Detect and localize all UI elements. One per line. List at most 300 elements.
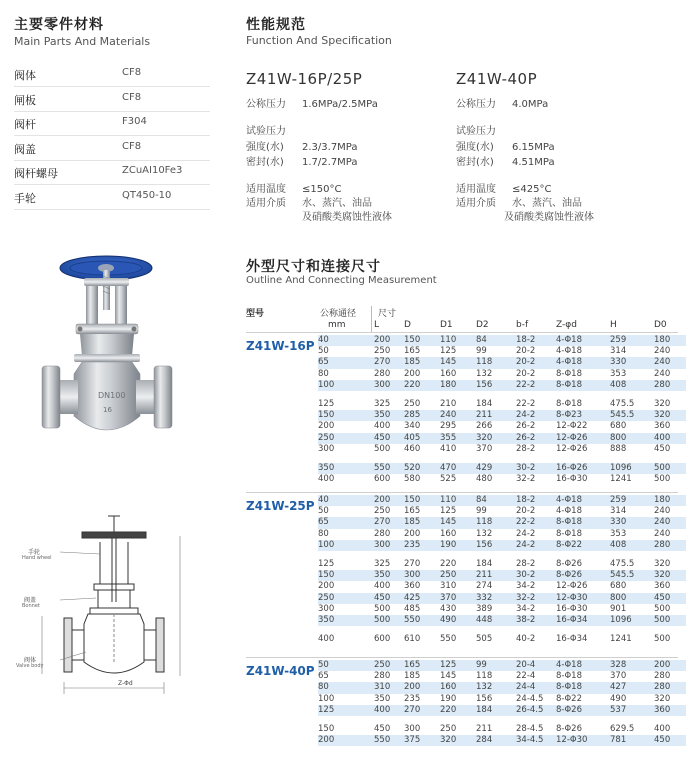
head-size: 尺寸: [378, 309, 397, 319]
table-cell: 24-2: [516, 528, 536, 539]
table-cell: 8-Φ22: [556, 540, 610, 551]
table-cell: 480: [476, 474, 493, 485]
material-spec: F304: [122, 116, 147, 127]
material-part-name: 闸板: [14, 93, 36, 107]
material-part-name: 阀体: [14, 69, 36, 82]
table-cell: 545.5: [610, 570, 654, 581]
spec-pressure-label: 公称压力: [246, 99, 286, 110]
table-row: [318, 735, 686, 746]
group-divider: [246, 657, 678, 658]
table-cell: 160: [440, 682, 476, 693]
dimension-table-group: [318, 660, 686, 746]
spec-test-label: 试验压力: [246, 126, 286, 137]
table-cell: 32-2: [516, 474, 536, 485]
table-row: [318, 463, 686, 474]
table-cell: 84: [476, 335, 516, 346]
table-cell: 500: [374, 615, 404, 626]
table-cell: 310: [374, 682, 404, 693]
head-mm: mm: [328, 320, 346, 330]
table-cell: 240: [654, 506, 671, 517]
table-cell: 430: [440, 603, 457, 614]
table-cell: 500: [654, 474, 671, 485]
table-cell: 450: [374, 433, 404, 444]
table-cell: 150: [318, 410, 374, 421]
spec-temp-value: ≤425°C: [512, 184, 552, 195]
table-cell: 28-4.5: [516, 724, 544, 735]
table-cell: 220: [404, 380, 440, 391]
table-cell: 12-Φ26: [556, 433, 610, 444]
table-row: [318, 346, 686, 357]
spec-pressure-value: 1.6MPa/2.5MPa: [302, 99, 378, 110]
table-row: [318, 506, 686, 517]
table-row: [318, 615, 686, 626]
spec-strength-value: 2.3/3.7MPa: [302, 142, 358, 153]
table-cell: 328: [610, 660, 654, 671]
table-cell: 185: [404, 357, 440, 368]
table-cell: 110: [440, 335, 476, 346]
table-cell: 132: [476, 682, 516, 693]
table-cell: 22-4: [516, 671, 536, 682]
materials-title-cn: 主要零件材料: [14, 17, 104, 33]
table-cell: 125: [440, 346, 457, 357]
material-part-name: 阀杆螺母: [14, 167, 58, 180]
table-cell: 18-2: [516, 335, 556, 346]
table-cell: 4-Φ18: [556, 346, 582, 357]
table-cell: 8-Φ18: [556, 517, 610, 528]
spec-seal-value: 1.7/2.7MPa: [302, 157, 358, 168]
table-cell: 320: [654, 693, 671, 704]
table-cell: 145: [440, 671, 457, 682]
table-cell: 375: [404, 735, 440, 746]
table-cell: 300: [374, 380, 404, 391]
table-cell: 22-2: [516, 380, 556, 391]
table-cell: 240: [654, 517, 686, 528]
spec-medium-label: 适用介质: [456, 198, 496, 209]
table-cell: 16-Φ34: [556, 615, 610, 626]
table-row: [318, 410, 686, 421]
table-cell: 180: [440, 380, 476, 391]
table-cell: 332: [476, 593, 516, 604]
table-row: [318, 474, 686, 485]
table-cell: 65: [318, 357, 374, 368]
table-cell: 240: [654, 357, 686, 368]
table-cell: 350: [318, 615, 374, 626]
function-title-en: Function And Specification: [246, 34, 392, 47]
table-cell: 132: [476, 368, 493, 379]
table-cell: 353: [610, 528, 627, 539]
table-cell: 295: [440, 421, 457, 432]
spec-model-name: Z41W-40P: [456, 70, 538, 88]
table-cell: 320: [654, 399, 671, 410]
table-row: [318, 671, 686, 682]
table-row: [318, 380, 686, 391]
table-cell: 360: [404, 581, 421, 592]
material-part-name: 阀盖: [14, 142, 36, 156]
group-model-label: Z41W-16P: [246, 339, 315, 353]
material-spec: CF8: [122, 140, 142, 152]
table-cell: 235: [404, 540, 440, 551]
table-cell: 40-2: [516, 634, 536, 645]
table-cell: 520: [404, 463, 440, 474]
table-cell: 8-Φ18: [556, 671, 582, 682]
table-cell: 250: [374, 346, 391, 357]
table-cell: 4-Φ18: [556, 357, 610, 368]
table-cell: 184: [476, 705, 516, 716]
table-cell: 100: [318, 693, 335, 704]
valve-drawing: [30, 512, 195, 702]
table-cell: 160: [440, 368, 457, 379]
table-cell: 680: [610, 421, 627, 432]
table-cell: 20-4: [516, 660, 556, 671]
table-cell: 350: [374, 570, 404, 581]
table-cell: 211: [476, 570, 516, 581]
table-row: [318, 433, 686, 444]
table-cell: 26-2: [516, 433, 556, 444]
spec-model-name: Z41W-16P/25P: [246, 70, 363, 88]
table-cell: 320: [654, 559, 671, 570]
table-cell: 12-Φ26: [556, 443, 588, 454]
table-cell: 325: [374, 559, 391, 570]
table-row: [318, 705, 686, 716]
table-cell: 270: [374, 357, 404, 368]
table-cell: 110: [440, 495, 476, 506]
table-cell: 405: [404, 433, 440, 444]
label-bonnet-cn: 阀盖: [24, 597, 37, 604]
table-row: [318, 335, 686, 346]
table-cell: 200: [318, 421, 335, 432]
table-row: [318, 694, 686, 705]
table-cell: 274: [476, 581, 493, 592]
spec-temp-label: 适用温度: [246, 184, 286, 195]
table-cell: 185: [404, 517, 440, 528]
table-row: [318, 495, 686, 506]
table-cell: 50: [318, 346, 329, 357]
material-part-name: 手轮: [14, 191, 36, 205]
table-row: [318, 559, 686, 570]
table-cell: 266: [476, 421, 493, 432]
table-cell: 429: [476, 463, 516, 474]
table-row: [318, 604, 686, 615]
table-row: [318, 529, 686, 540]
table-cell: 165: [404, 660, 440, 671]
table-cell: 427: [610, 682, 654, 693]
table-cell: 4-Φ18: [556, 506, 582, 517]
valve-photo: [40, 248, 210, 458]
spec-strength-label: 强度(水): [456, 142, 494, 153]
table-cell: 280: [654, 540, 686, 551]
table-cell: 280: [654, 671, 671, 682]
table-cell: 190: [440, 540, 476, 551]
table-cell: 80: [318, 682, 374, 693]
label-handwheel-en: Hand wheel: [22, 555, 52, 561]
table-cell: 259: [610, 495, 654, 506]
label-body-en: Valve body: [16, 663, 44, 669]
table-cell: 125: [440, 660, 476, 671]
table-cell: 99: [476, 660, 516, 671]
table-cell: 100: [318, 380, 374, 391]
table-cell: 34-2: [516, 603, 536, 614]
table-cell: 550: [374, 735, 404, 746]
table-cell: 80: [318, 368, 329, 379]
table-cell: 400: [318, 474, 335, 485]
table-cell: 270: [374, 517, 404, 528]
table-cell: 600: [374, 634, 391, 645]
spec-medium-value-2: 及硝酸类腐蚀性液体: [504, 212, 594, 223]
table-cell: 200: [374, 495, 404, 506]
spec-medium-value-2: 及硝酸类腐蚀性液体: [302, 212, 392, 223]
table-cell: 500: [654, 603, 671, 614]
table-cell: 370: [610, 671, 627, 682]
table-cell: 500: [374, 603, 391, 614]
group-model-label: Z41W-25P: [246, 499, 315, 513]
column-header: L: [374, 320, 380, 330]
table-cell: 800: [610, 593, 654, 604]
table-cell: 132: [476, 528, 493, 539]
table-row: [318, 724, 686, 735]
table-cell: 400: [318, 634, 335, 645]
table-cell: 200: [318, 581, 335, 592]
table-cell: 16-Φ30: [556, 474, 588, 485]
table-cell: 350: [374, 410, 404, 421]
table-cell: 1241: [610, 474, 632, 485]
table-cell: 12-Φ22: [556, 421, 588, 432]
table-cell: 145: [440, 357, 476, 368]
table-cell: 211: [476, 410, 516, 421]
table-cell: 150: [404, 495, 440, 506]
material-row: [14, 62, 210, 87]
spec-seal-label: 密封(水): [456, 157, 494, 168]
table-cell: 8-Φ22: [556, 693, 582, 704]
spec-temp-label: 适用温度: [456, 184, 496, 195]
table-cell: 250: [404, 399, 421, 410]
material-spec: QT450-10: [122, 189, 172, 201]
table-row: [318, 369, 686, 380]
table-cell: 200: [374, 335, 404, 346]
table-cell: 250: [440, 570, 476, 581]
table-cell: 314: [610, 346, 627, 357]
table-cell: 65: [318, 517, 374, 528]
spec-seal-value: 4.51MPa: [512, 157, 555, 168]
label-handwheel-cn: 手轮: [28, 549, 41, 556]
table-cell: 350: [318, 463, 374, 474]
table-row: [318, 540, 686, 551]
table-cell: 370: [440, 593, 476, 604]
spec-pressure-value: 4.0MPa: [512, 99, 549, 110]
table-cell: 125: [318, 705, 374, 716]
table-cell: 8-Φ18: [556, 368, 582, 379]
head-model: 型号: [246, 309, 265, 319]
table-cell: 400: [374, 705, 404, 716]
table-cell: 250: [318, 593, 374, 604]
table-cell: 545.5: [610, 410, 654, 421]
spec-seal-label: 密封(水): [246, 157, 284, 168]
table-row: [318, 517, 686, 528]
table-cell: 8-Φ18: [556, 380, 610, 391]
table-cell: 450: [654, 443, 671, 454]
table-cell: 500: [654, 463, 686, 474]
table-cell: 20-2: [516, 368, 536, 379]
table-cell: 200: [404, 368, 421, 379]
table-cell: 118: [476, 517, 516, 528]
table-cell: 200: [654, 660, 686, 671]
table-cell: 320: [654, 410, 686, 421]
table-cell: 156: [476, 380, 516, 391]
table-cell: 125: [318, 399, 335, 410]
table-cell: 8-Φ26: [556, 570, 610, 581]
table-cell: 18-2: [516, 495, 556, 506]
table-cell: 34-2: [516, 581, 536, 592]
table-cell: 280: [374, 671, 391, 682]
table-cell: 300: [404, 724, 421, 735]
table-cell: 310: [440, 581, 457, 592]
material-row: [14, 87, 210, 112]
material-spec: CF8: [122, 67, 142, 78]
table-cell: 353: [610, 368, 627, 379]
table-cell: 12-Φ30: [556, 593, 610, 604]
table-cell: 360: [654, 581, 671, 592]
table-cell: 180: [654, 495, 686, 506]
table-cell: 470: [440, 463, 476, 474]
table-cell: 16-Φ34: [556, 634, 588, 645]
table-cell: 38-2: [516, 615, 556, 626]
table-cell: 165: [404, 346, 421, 357]
table-cell: 28-2: [516, 443, 536, 454]
table-cell: 629.5: [610, 724, 635, 735]
table-cell: 270: [404, 705, 440, 716]
table-cell: 20-2: [516, 357, 556, 368]
table-cell: 800: [610, 433, 654, 444]
table-cell: 550: [440, 634, 457, 645]
table-cell: 8-Φ26: [556, 559, 582, 570]
head-dn: 公称通径: [320, 309, 357, 319]
table-cell: 235: [404, 693, 421, 704]
outline-title-en: Outline And Connecting Measurement: [246, 275, 437, 286]
table-cell: 165: [404, 506, 421, 517]
table-cell: 220: [440, 559, 457, 570]
table-cell: 300: [374, 540, 404, 551]
table-cell: 20-2: [516, 346, 536, 357]
table-cell: 99: [476, 506, 487, 517]
table-cell: 525: [440, 474, 457, 485]
table-cell: 400: [374, 421, 391, 432]
table-cell: 150: [404, 335, 440, 346]
table-cell: 450: [374, 724, 391, 735]
table-row: [318, 399, 686, 410]
table-cell: 425: [404, 593, 440, 604]
materials-title-en: Main Parts And Materials: [14, 35, 151, 48]
table-cell: 24-2: [516, 540, 556, 551]
table-cell: 250: [374, 660, 404, 671]
column-header: D: [404, 320, 411, 330]
table-cell: 284: [476, 735, 516, 746]
table-cell: 355: [440, 433, 476, 444]
table-cell: 280: [374, 528, 391, 539]
table-cell: 500: [374, 443, 391, 454]
table-cell: 210: [440, 399, 457, 410]
outline-title-cn: 外型尺寸和连接尺寸: [246, 259, 381, 275]
table-cell: 211: [476, 724, 493, 735]
column-header: D0: [654, 320, 667, 330]
table-row: [318, 581, 686, 592]
table-cell: 505: [476, 634, 493, 645]
table-cell: 888: [610, 443, 627, 454]
spec-test-label: 试验压力: [456, 126, 496, 137]
table-cell: 16-Φ26: [556, 463, 610, 474]
table-cell: 490: [440, 615, 476, 626]
dimension-table-group: [318, 335, 686, 485]
table-cell: 32-2: [516, 593, 556, 604]
table-cell: 4-Φ18: [556, 495, 610, 506]
table-cell: 610: [404, 634, 421, 645]
table-cell: 26-2: [516, 421, 536, 432]
table-cell: 485: [404, 603, 421, 614]
table-cell: 20-2: [516, 506, 536, 517]
material-spec: ZCuAI10Fe3: [122, 165, 183, 176]
table-cell: 118: [476, 357, 516, 368]
label-dim-zd: Z-Φd: [118, 680, 133, 687]
table-cell: 400: [654, 433, 686, 444]
table-cell: 184: [476, 559, 493, 570]
table-cell: 300: [318, 443, 335, 454]
function-title-cn: 性能规范: [246, 17, 306, 33]
table-cell: 400: [654, 724, 671, 735]
table-cell: 475.5: [610, 399, 635, 410]
table-cell: 320: [440, 735, 476, 746]
table-cell: 901: [610, 603, 627, 614]
table-cell: 80: [318, 528, 329, 539]
table-cell: 240: [654, 368, 671, 379]
table-cell: 50: [318, 660, 374, 671]
spec-medium-label: 适用介质: [246, 198, 286, 209]
table-row: [318, 357, 686, 368]
table-cell: 190: [440, 693, 457, 704]
table-row: [318, 444, 686, 455]
table-cell: 8-Φ23: [556, 410, 610, 421]
table-cell: 600: [374, 474, 391, 485]
table-cell: 320: [654, 570, 686, 581]
table-cell: 40: [318, 335, 374, 346]
table-cell: 680: [610, 581, 627, 592]
table-cell: 360: [654, 421, 671, 432]
table-cell: 320: [476, 433, 516, 444]
table-cell: 314: [610, 506, 627, 517]
table-cell: 250: [440, 724, 457, 735]
table-cell: 240: [654, 528, 671, 539]
table-cell: 160: [440, 528, 457, 539]
table-cell: 330: [610, 517, 654, 528]
table-cell: 325: [374, 399, 391, 410]
table-cell: 156: [476, 693, 493, 704]
table-cell: 16-Φ30: [556, 603, 588, 614]
table-cell: 30-2: [516, 570, 556, 581]
table-cell: 259: [610, 335, 654, 346]
table-cell: 285: [404, 410, 440, 421]
table-cell: 180: [654, 335, 686, 346]
table-cell: 156: [476, 540, 516, 551]
table-cell: 250: [374, 506, 391, 517]
table-cell: 200: [404, 682, 440, 693]
table-cell: 400: [374, 581, 391, 592]
table-cell: 4-Φ18: [556, 335, 610, 346]
material-row: [14, 136, 210, 161]
material-spec: CF8: [122, 91, 142, 103]
table-cell: 370: [476, 443, 493, 454]
spec-medium-value: 水、蒸汽、油品: [302, 198, 372, 209]
table-cell: 184: [476, 399, 493, 410]
table-cell: 448: [476, 615, 516, 626]
table-cell: 200: [404, 528, 421, 539]
table-cell: 100: [318, 540, 374, 551]
